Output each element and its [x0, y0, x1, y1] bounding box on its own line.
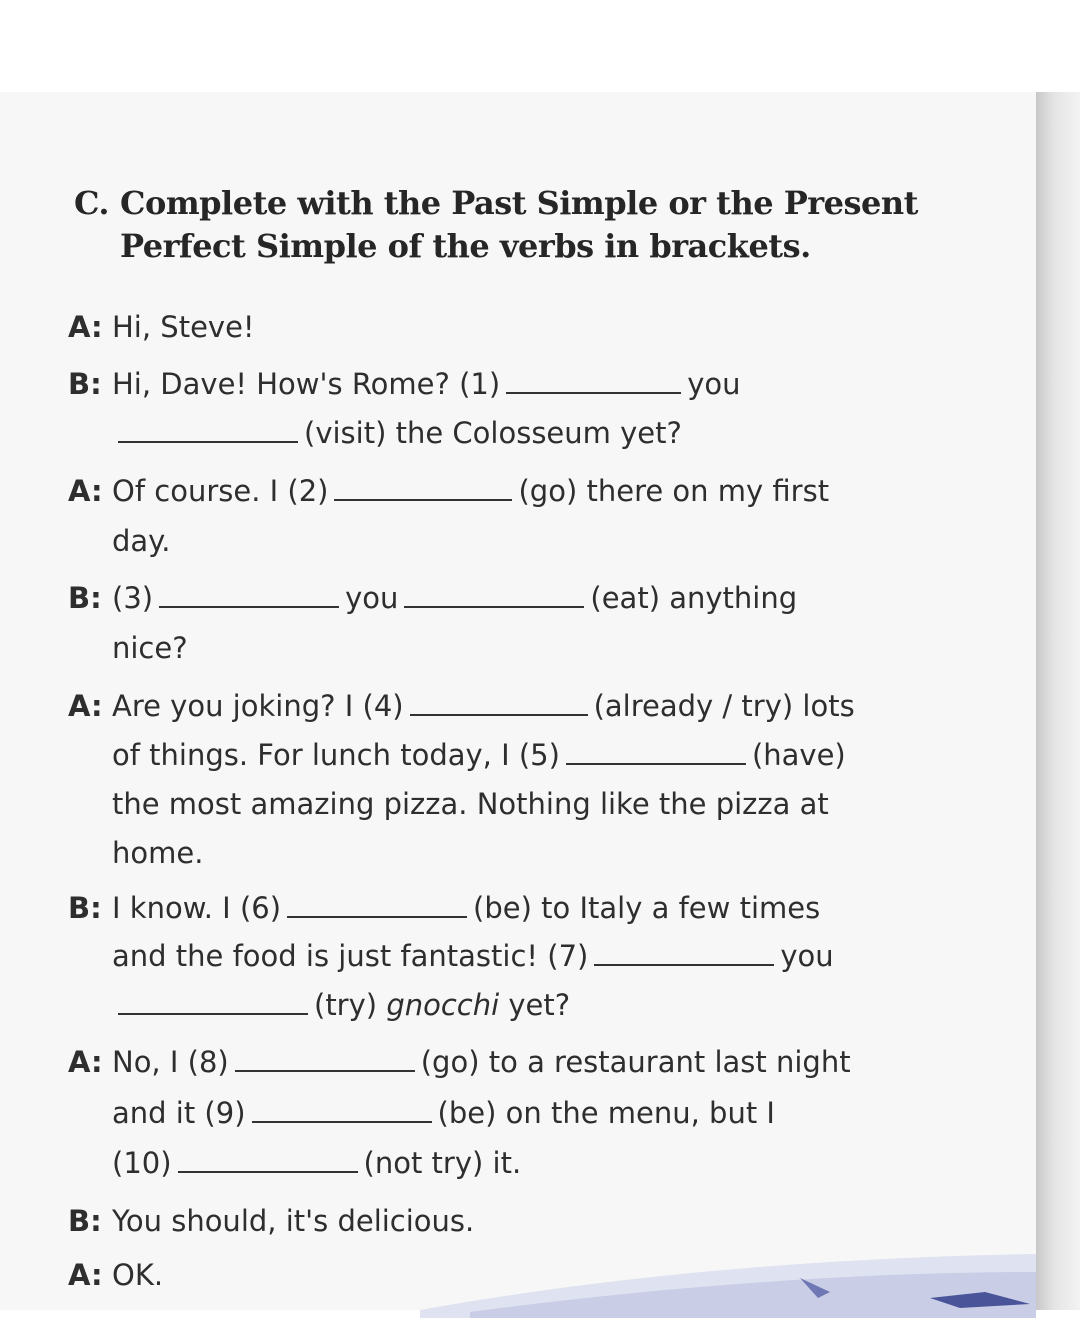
- dialogue-text: (be) to Italy a few times: [473, 891, 821, 925]
- answer-blank-4[interactable]: [410, 714, 588, 716]
- dialogue-text: (go) to a restaurant last night: [420, 1045, 851, 1079]
- dialogue-text: home.: [112, 836, 204, 870]
- dialogue-line-a3: [68, 689, 855, 723]
- dialogue-text: (try): [314, 988, 378, 1022]
- answer-blank-1a[interactable]: [506, 392, 681, 394]
- dialogue-text: (go) there on my first: [518, 474, 830, 508]
- dialogue-line-b3-cont1: [112, 939, 834, 973]
- dialogue-text: (10): [112, 1146, 172, 1180]
- dialogue-line-b3-cont2: [112, 988, 570, 1022]
- dialogue-text: of things. For lunch today, I (5): [112, 738, 560, 772]
- answer-blank-3b[interactable]: [404, 606, 584, 608]
- page-edge-shadow: [1036, 92, 1080, 1310]
- instruction-line-2: Perfect Simple of the verbs in brackets.: [120, 227, 811, 265]
- dialogue-text: and it (9): [112, 1096, 246, 1130]
- dialogue-text: day.: [112, 524, 171, 558]
- dialogue-line-a4-cont1: [112, 1096, 775, 1130]
- dialogue-text: nice?: [112, 631, 188, 665]
- dialogue-line-b2: [68, 581, 797, 615]
- answer-blank-5[interactable]: [566, 763, 746, 765]
- speaker-label: A:: [68, 474, 103, 508]
- dialogue-text: Are you joking? I (4): [112, 689, 404, 723]
- dialogue-text: (have): [751, 738, 846, 772]
- dialogue-text: (not try) it.: [363, 1146, 522, 1180]
- speaker-label: B:: [68, 367, 102, 401]
- dialogue-text: you: [345, 581, 399, 615]
- dialogue-text: Hi, Steve!: [112, 310, 255, 344]
- answer-blank-1b[interactable]: [118, 441, 298, 443]
- exercise-letter: C.: [74, 184, 110, 222]
- dialogue-line-b2-cont: [112, 631, 188, 665]
- answer-blank-9[interactable]: [252, 1121, 432, 1123]
- dialogue-line-b3: [68, 891, 820, 925]
- dialogue-line-b1: [68, 367, 740, 401]
- dialogue-text: you: [780, 939, 834, 973]
- italic-word: gnocchi: [386, 988, 500, 1022]
- speaker-label: B:: [68, 1204, 102, 1238]
- dialogue-line-a2: [68, 474, 829, 508]
- dialogue-text: the most amazing pizza. Nothing like the pizza at: [112, 787, 829, 821]
- dialogue-text: Hi, Dave! How's Rome? (1): [112, 367, 501, 401]
- answer-blank-6[interactable]: [287, 916, 467, 918]
- answer-blank-10[interactable]: [178, 1171, 358, 1173]
- dialogue-text: you: [687, 367, 741, 401]
- dialogue-line-a3-cont3: [112, 836, 203, 870]
- dialogue-line-a3-cont1: [112, 738, 846, 772]
- speaker-label: B:: [68, 581, 102, 615]
- answer-blank-7b[interactable]: [118, 1013, 308, 1015]
- dialogue-line-b4: [68, 1204, 474, 1238]
- speaker-label: A:: [68, 1045, 103, 1079]
- dialogue-line-a5: [68, 1258, 163, 1292]
- speaker-label: B:: [68, 891, 102, 925]
- answer-blank-3a[interactable]: [159, 606, 339, 608]
- dialogue-text: No, I (8): [112, 1045, 229, 1079]
- dialogue-line-a2-cont: [112, 524, 170, 558]
- dialogue-text: (3): [112, 581, 154, 615]
- dialogue-text: yet?: [508, 988, 571, 1022]
- dialogue-line-a3-cont2: [112, 787, 829, 821]
- dialogue-text: OK.: [112, 1258, 164, 1292]
- speaker-label: A:: [68, 689, 103, 723]
- dialogue-line-b1-cont: [112, 416, 682, 450]
- dialogue-text: (already / try) lots: [593, 689, 855, 723]
- answer-blank-8[interactable]: [235, 1070, 415, 1072]
- dialogue-text: Of course. I (2): [112, 474, 329, 508]
- dialogue-text: (be) on the menu, but I: [437, 1096, 775, 1130]
- dialogue-text: (eat) anything: [590, 581, 798, 615]
- speaker-label: A:: [68, 1258, 103, 1292]
- answer-blank-7a[interactable]: [594, 964, 774, 966]
- dialogue-text: You should, it's delicious.: [112, 1204, 475, 1238]
- exercise-heading: [74, 182, 974, 268]
- dialogue-line-a4: [68, 1045, 851, 1079]
- dialogue-text: (visit) the Colosseum yet?: [304, 416, 682, 450]
- dialogue-text: and the food is just fantastic! (7): [112, 939, 589, 973]
- dialogue-line-a1: [68, 310, 255, 344]
- instruction-line-1: Complete with the Past Simple or the Present: [120, 184, 918, 222]
- dialogue-text: I know. I (6): [112, 891, 282, 925]
- answer-blank-2[interactable]: [334, 499, 512, 501]
- dialogue-line-a4-cont2: [112, 1146, 521, 1180]
- speaker-label: A:: [68, 310, 103, 344]
